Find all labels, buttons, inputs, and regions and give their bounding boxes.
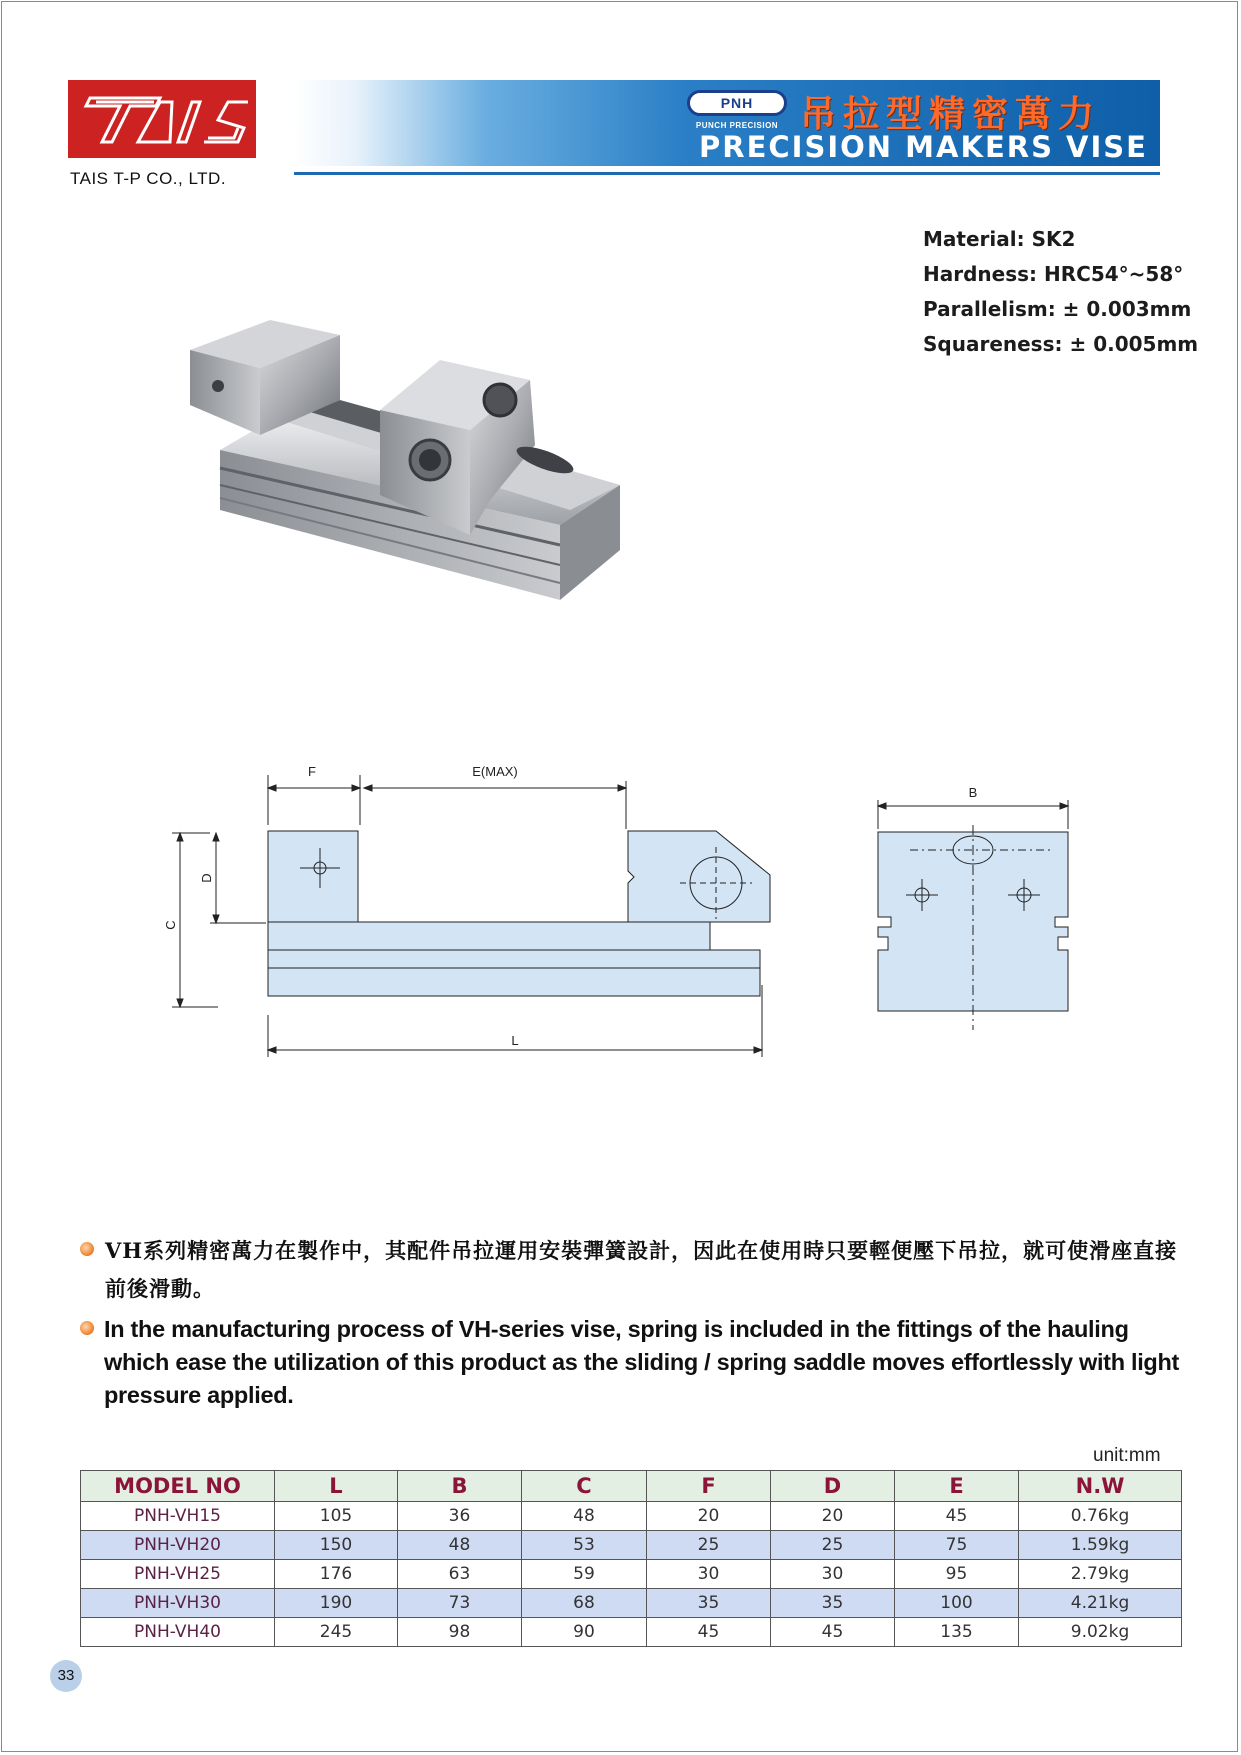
company-name: TAIS T-P CO., LTD. (70, 169, 227, 188)
cell-f: 30 (647, 1560, 771, 1589)
description-english: In the manufacturing process of VH-series vise, spring is included in the fittings of the hauling which ease the utilization of this product as the sliding / spring saddle moves effortlessly with light pressure applied. (104, 1316, 1180, 1408)
cell-c: 53 (522, 1531, 647, 1560)
spec-squareness: Squareness: ± 0.005mm (923, 332, 1199, 356)
cell-d: 30 (771, 1560, 895, 1589)
cell-l: 176 (275, 1560, 398, 1589)
technical-drawing (150, 755, 1120, 1080)
col-header-f: F (647, 1471, 771, 1502)
spec-hardness: Hardness: HRC54°~58° (923, 262, 1184, 286)
dim-label-d: D (199, 873, 214, 883)
dim-label-e: E(MAX) (472, 764, 518, 779)
cell-l: 245 (275, 1618, 398, 1647)
cell-c: 68 (522, 1589, 647, 1618)
cell-b: 98 (398, 1618, 522, 1647)
company-logo (68, 80, 256, 158)
cell-e: 75 (895, 1531, 1019, 1560)
cell-l: 105 (275, 1502, 398, 1531)
cell-nw: 9.02kg (1019, 1618, 1182, 1647)
cell-d: 20 (771, 1502, 895, 1531)
cell-l: 150 (275, 1531, 398, 1560)
table-row (81, 1560, 1182, 1589)
pnh-badge: PNH (687, 90, 787, 116)
description-chinese: VH系列精密萬力在製作中，其配件吊拉運用安裝彈簧設計，因此在使用時只要輕便壓下吊拉，就可使滑座直接前後滑動。 (105, 1238, 1178, 1301)
col-header-d: D (771, 1471, 895, 1502)
title-chinese: 吊拉型精密萬力 (800, 93, 1102, 135)
col-header-e: E (895, 1471, 1019, 1502)
cell-e: 100 (895, 1589, 1019, 1618)
cell-nw: 0.76kg (1019, 1502, 1182, 1531)
cell-model: PNH-VH20 (81, 1531, 275, 1560)
cell-b: 73 (398, 1589, 522, 1618)
table-row (81, 1618, 1182, 1647)
cell-f: 35 (647, 1589, 771, 1618)
cell-e: 135 (895, 1618, 1019, 1647)
pnh-badge-subtitle: PUNCH PRECISION (695, 121, 779, 130)
vise-photo (190, 300, 690, 680)
cell-e: 45 (895, 1502, 1019, 1531)
title-english: PRECISION MAKERS VISE (699, 130, 1148, 164)
cell-f: 20 (647, 1502, 771, 1531)
col-header-l: L (275, 1471, 398, 1502)
bullet-icon (80, 1321, 94, 1335)
cell-nw: 2.79kg (1019, 1560, 1182, 1589)
cell-model: PNH-VH40 (81, 1618, 275, 1647)
cell-d: 25 (771, 1531, 895, 1560)
cell-c: 48 (522, 1502, 647, 1531)
table-row (81, 1589, 1182, 1618)
cell-model: PNH-VH15 (81, 1502, 275, 1531)
cell-e: 95 (895, 1560, 1019, 1589)
cell-f: 45 (647, 1618, 771, 1647)
cell-model: PNH-VH30 (81, 1589, 275, 1618)
cell-nw: 4.21kg (1019, 1589, 1182, 1618)
bullet-icon (80, 1242, 94, 1256)
table-row (81, 1531, 1182, 1560)
cell-nw: 1.59kg (1019, 1531, 1182, 1560)
col-header-c: C (522, 1471, 647, 1502)
col-header-b: B (398, 1471, 522, 1502)
cell-b: 48 (398, 1531, 522, 1560)
col-header-model: MODEL NO (81, 1471, 275, 1502)
cell-l: 190 (275, 1589, 398, 1618)
banner-underline (294, 172, 1160, 175)
cell-f: 25 (647, 1531, 771, 1560)
dim-label-f: F (308, 764, 316, 779)
cell-d: 45 (771, 1618, 895, 1647)
unit-label: unit:mm (1093, 1445, 1161, 1466)
table-header-row (81, 1471, 1182, 1502)
dim-label-c: C (163, 920, 178, 930)
cell-model: PNH-VH25 (81, 1560, 275, 1589)
cell-c: 59 (522, 1560, 647, 1589)
dim-label-b: B (968, 785, 978, 800)
dim-label-l: L (511, 1033, 519, 1048)
spec-parallelism: Parallelism: ± 0.003mm (923, 297, 1192, 321)
cell-b: 36 (398, 1502, 522, 1531)
cell-b: 63 (398, 1560, 522, 1589)
table-row (81, 1502, 1182, 1531)
spec-material: Material: SK2 (923, 227, 1076, 251)
cell-d: 35 (771, 1589, 895, 1618)
cell-c: 90 (522, 1618, 647, 1647)
col-header-nw: N.W (1019, 1471, 1182, 1502)
spec-table (80, 1470, 1182, 1647)
page-number: 33 (50, 1660, 82, 1692)
spec-list (923, 222, 1198, 362)
